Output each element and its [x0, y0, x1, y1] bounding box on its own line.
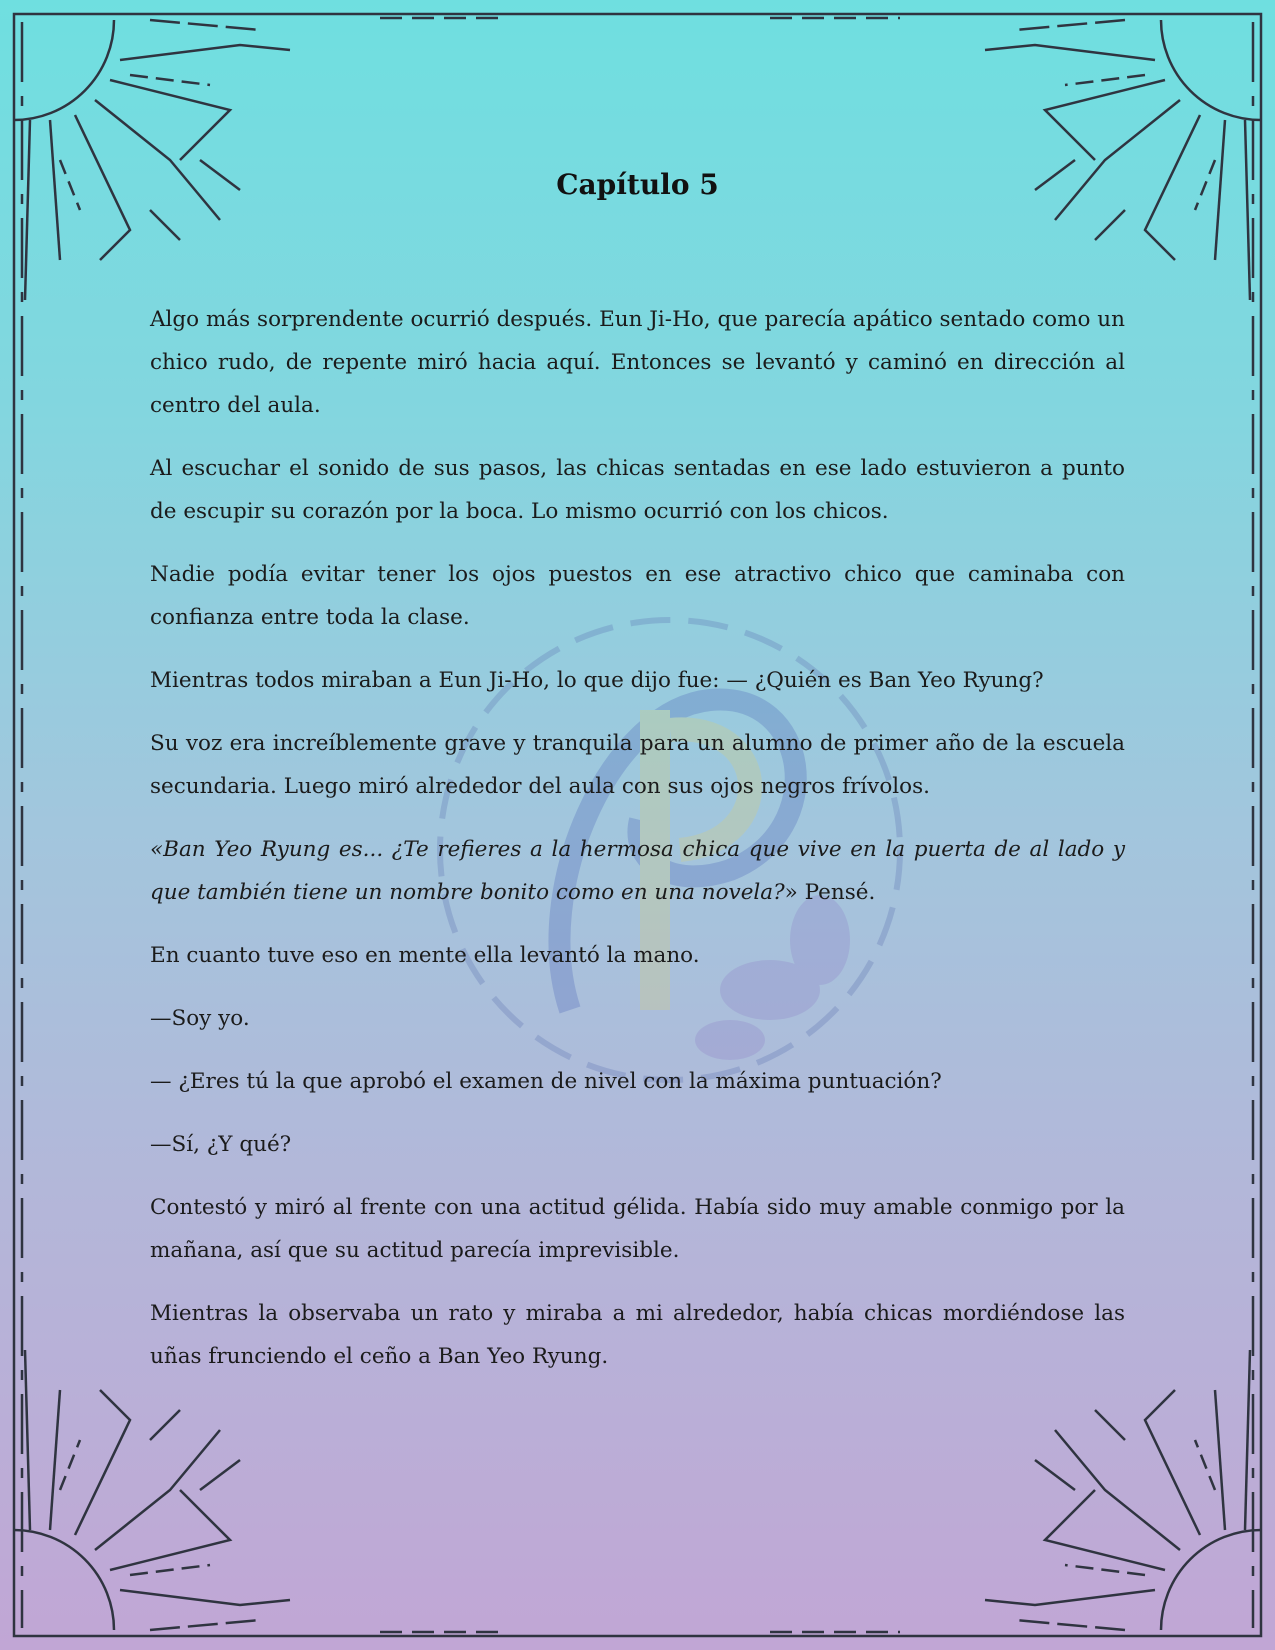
- paragraph: Mientras todos miraban a Eun Ji-Ho, lo que dijo fue: — ¿Quién es Ban Yeo Ryung?: [150, 668, 1044, 693]
- paragraph: Nadie podía evitar tener los ojos puestos en ese atractivo chico que caminaba con confianza entre toda la clase.: [150, 562, 1125, 630]
- dialogue-line: —Soy yo.: [150, 1006, 250, 1031]
- sun-corner-top-left: [14, 20, 290, 300]
- thought-italic: «Ban Yeo Ryung es... ¿Te refieres a la hermosa chica que vive en la puerta de al lado y que también tiene un nombre bonito como en una novela?: [150, 837, 1125, 905]
- chapter-body: [150, 298, 1125, 1398]
- paragraph: En cuanto tuve eso en mente ella levantó la mano.: [150, 943, 700, 968]
- paragraph: Algo más sorprendente ocurrió después. Eun Ji-Ho, que parecía apático sentado como un chico rudo, de repente miró hacia aquí. Entonces se levantó y caminó en dirección al centro del aula.: [150, 307, 1125, 418]
- dialogue-line: —Sí, ¿Y qué?: [150, 1132, 292, 1157]
- dialogue-line: — ¿Eres tú la que aprobó el examen de nivel con la máxima puntuación?: [150, 1069, 942, 1094]
- thought-paragraph: [150, 828, 1125, 914]
- paragraph: Al escuchar el sonido de sus pasos, las chicas sentadas en ese lado estuvieron a punto de escupir su corazón por la boca. Lo mismo ocurrió con los chicos.: [150, 456, 1125, 524]
- paragraph: Mientras la observaba un rato y miraba a mi alrededor, había chicas mordiéndose las uñas frunciendo el ceño a Ban Yeo Ryung.: [150, 1301, 1125, 1369]
- chapter-title: Capítulo 5: [556, 168, 719, 201]
- thought-tail: » Pensé.: [784, 880, 876, 905]
- paragraph: Su voz era increíblemente grave y tranquila para un alumno de primer año de la escuela secundaria. Luego miró alrededor del aula con sus ojos negros frívolos.: [150, 731, 1125, 799]
- sun-corner-top-right: [985, 20, 1261, 300]
- paragraph: Contestó y miró al frente con una actitud gélida. Había sido muy amable conmigo por la mañana, así que su actitud parecía imprevisible.: [150, 1195, 1125, 1263]
